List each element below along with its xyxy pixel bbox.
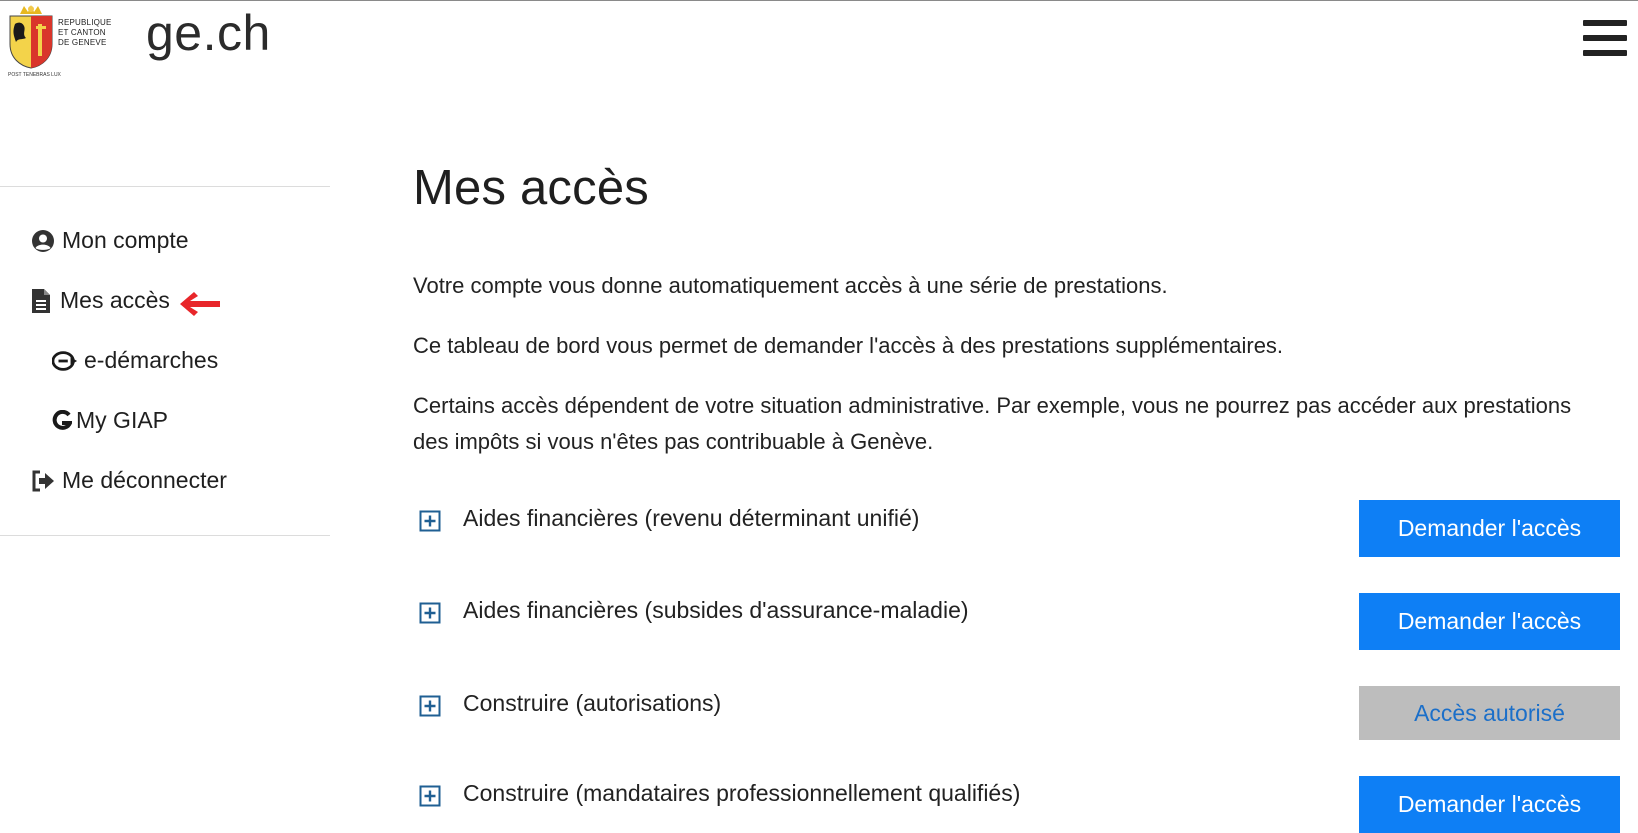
intro-paragraph-2: Ce tableau de bord vous permet de demander l'accès à des prestations supplémentaires.	[413, 333, 1284, 358]
geneva-logo[interactable]	[6, 4, 116, 80]
sidebar-item-mes-acces[interactable]	[28, 287, 170, 314]
sidebar-top-divider	[0, 186, 330, 187]
service-label[interactable]: Construire (autorisations)	[463, 690, 722, 716]
intro-paragraph-1: Votre compte vous donne automatiquement accès à une série de prestations.	[413, 273, 1168, 298]
logo-line-2: ET CANTON	[58, 28, 106, 37]
document-icon	[28, 288, 54, 314]
plus-square-icon[interactable]	[419, 602, 441, 624]
plus-square-icon[interactable]	[419, 785, 441, 807]
user-circle-icon	[30, 228, 56, 254]
logo-line-3: DE GENEVE	[58, 38, 107, 47]
e-demarches-icon	[52, 348, 78, 374]
logo-motto: POST TENEBRAS LUX	[8, 72, 61, 78]
access-granted-button: Accès autorisé	[1359, 686, 1620, 740]
logo-line-1: REPUBLIQUE	[58, 18, 112, 27]
sidebar-item-label: My GIAP	[76, 407, 169, 433]
logo-text	[58, 18, 112, 48]
sidebar-item-label: Me déconnecter	[62, 467, 227, 493]
red-arrow-left-icon	[178, 289, 222, 319]
sidebar-item-my-giap[interactable]	[52, 407, 168, 434]
plus-square-icon[interactable]	[419, 695, 441, 717]
plus-square-icon[interactable]	[419, 510, 441, 532]
service-label[interactable]: Aides financières (revenu déterminant unifié)	[463, 505, 920, 531]
sidebar-item-label: Mon compte	[62, 227, 189, 253]
sidebar-item-mon-compte[interactable]	[30, 227, 189, 254]
request-access-button[interactable]: Demander l'accès	[1359, 776, 1620, 833]
geneva-coat-of-arms-icon	[6, 4, 56, 70]
sidebar-item-label: e-démarches	[84, 347, 219, 373]
sidebar-item-label: Mes accès	[60, 287, 170, 313]
service-label[interactable]: Aides financières (subsides d'assurance-maladie)	[463, 597, 969, 623]
top-border	[0, 0, 1638, 1]
sign-out-icon	[30, 468, 56, 494]
request-access-button[interactable]: Demander l'accès	[1359, 500, 1620, 557]
service-label[interactable]: Construire (mandataires professionnellement qualifiés)	[463, 780, 1021, 806]
request-access-button[interactable]: Demander l'accès	[1359, 593, 1620, 650]
page-title: Mes accès	[413, 161, 649, 215]
site-name[interactable]: ge.ch	[146, 5, 271, 61]
hamburger-menu-icon[interactable]	[1583, 20, 1627, 62]
intro-paragraph-3: Certains accès dépendent de votre situation administrative. Par exemple, vous ne pourrez pas accéder aux prestations des impôts si vous n'êtes pas contribuable à Genève.	[413, 393, 1572, 454]
sidebar-bottom-divider	[0, 535, 330, 536]
giap-g-icon	[52, 408, 72, 434]
sidebar-item-me-deconnecter[interactable]	[30, 467, 227, 494]
sidebar-item-e-demarches[interactable]	[52, 347, 218, 374]
